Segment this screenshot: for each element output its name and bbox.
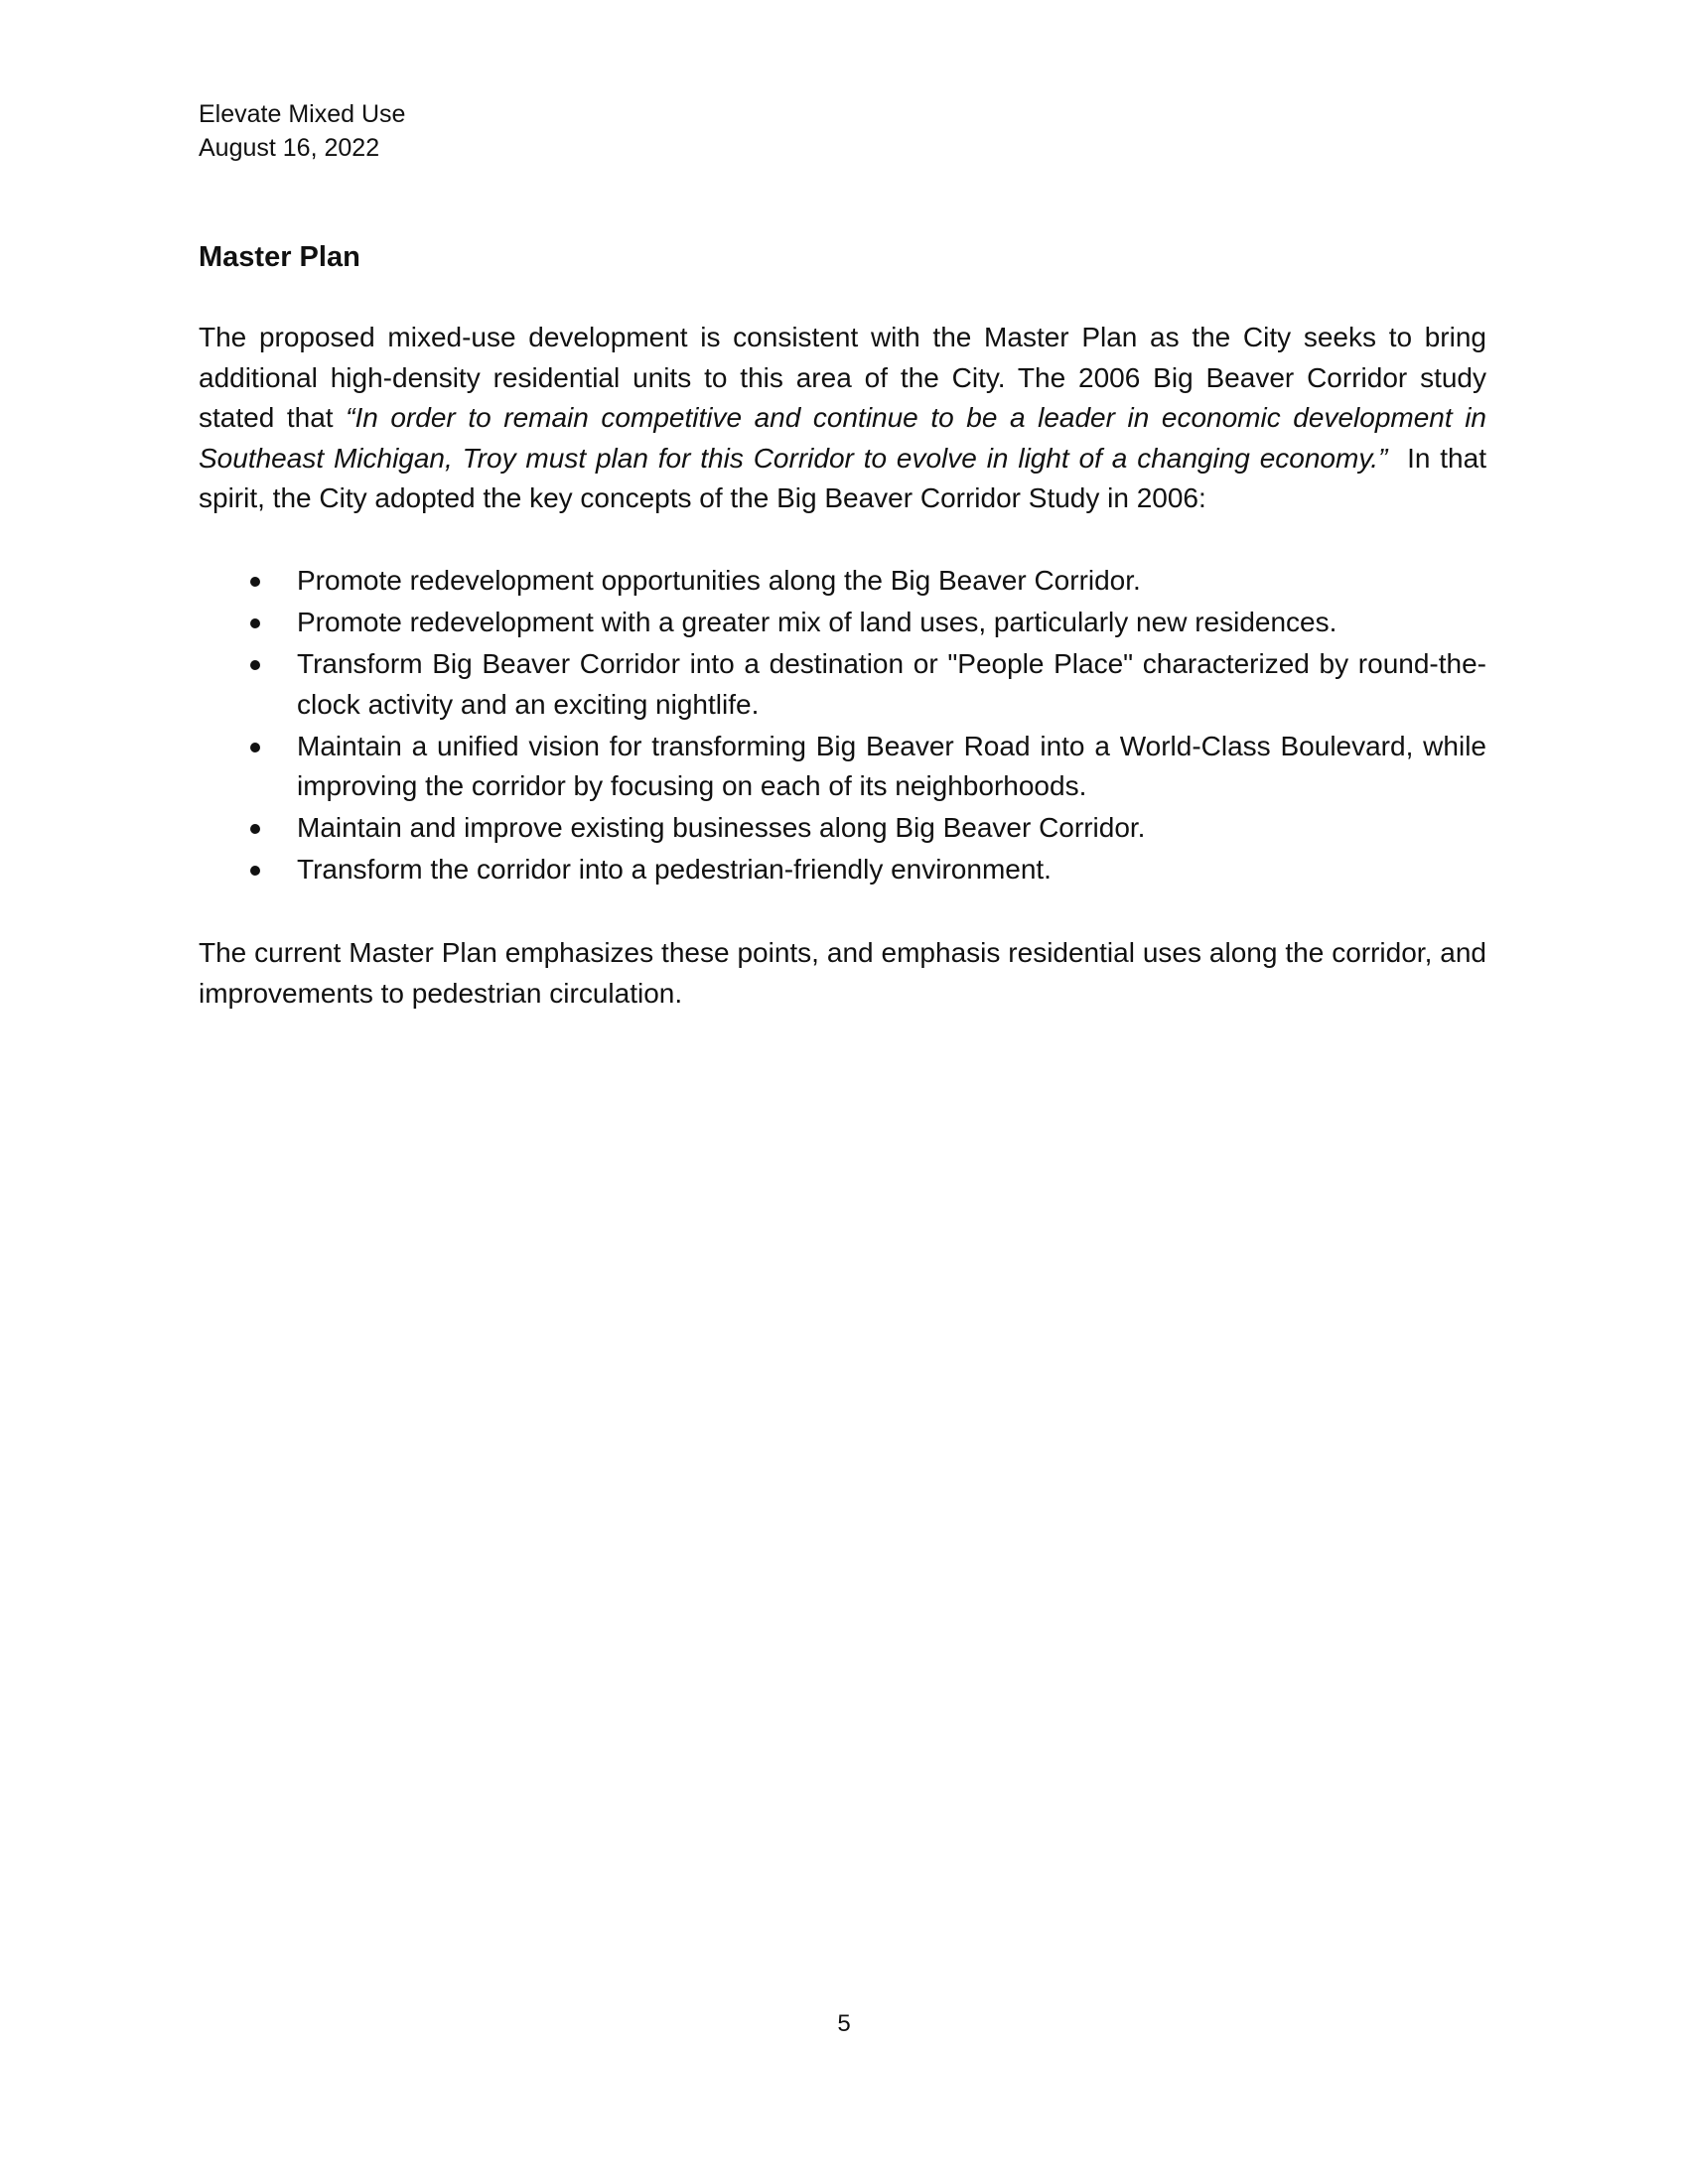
- list-item-text: Transform Big Beaver Corridor into a destination or "People Place" characterized by round-the-clock activity and an exciting nightlife.: [297, 648, 1486, 720]
- closing-paragraph: The current Master Plan emphasizes these points, and emphasis residential uses along the corridor, and improvements to pedestrian circulation.: [199, 937, 1486, 1009]
- key-concepts-list: [199, 561, 1486, 891]
- list-item-text: Maintain and improve existing businesses along Big Beaver Corridor.: [297, 812, 1146, 843]
- bullet-icon: [250, 824, 260, 834]
- intro-lead-text: The proposed mixed-use development is consistent with the Master Plan as the City seeks to bring additional high-density residential units to this area of the City. The 2006 Big Beaver Corridor study stated that: [199, 322, 1486, 433]
- corridor-study-quote: “In order to remain competitive and continue to be a leader in economic development in Southeast Michigan, Troy must plan for this Corridor to evolve in light of a changing economy.”: [199, 402, 1487, 474]
- list-item: [199, 850, 1486, 890]
- bullet-icon: [250, 743, 260, 752]
- bullet-icon: [250, 618, 260, 628]
- project-name: Elevate Mixed Use: [199, 100, 406, 128]
- document-header: [199, 97, 405, 165]
- list-item-text: Promote redevelopment opportunities along the Big Beaver Corridor.: [297, 565, 1141, 596]
- bullet-icon: [250, 660, 260, 670]
- document-date: August 16, 2022: [199, 134, 380, 162]
- list-item: [199, 603, 1486, 643]
- intro-paragraph: [199, 318, 1494, 519]
- list-item: [199, 808, 1486, 849]
- list-item: [199, 727, 1486, 807]
- list-item-text: Maintain a unified vision for transforming Big Beaver Road into a World-Class Boulevard, while improving the corridor by focusing on each of its neighborhoods.: [297, 730, 1486, 801]
- bullet-icon: [250, 577, 260, 587]
- section-title: Master Plan: [199, 241, 360, 273]
- bullet-icon: [250, 866, 260, 876]
- list-item-text: Transform the corridor into a pedestrian-friendly environment.: [297, 854, 1052, 885]
- list-item: [199, 561, 1486, 602]
- page-number: 5: [837, 2010, 851, 2037]
- intro-tail-text: In that spirit, the City adopted the key concepts of the Big Beaver Corridor Study in 2006:: [199, 442, 1494, 513]
- list-item: [199, 644, 1486, 725]
- list-item-text: Promote redevelopment with a greater mix of land uses, particularly new residences.: [297, 607, 1337, 637]
